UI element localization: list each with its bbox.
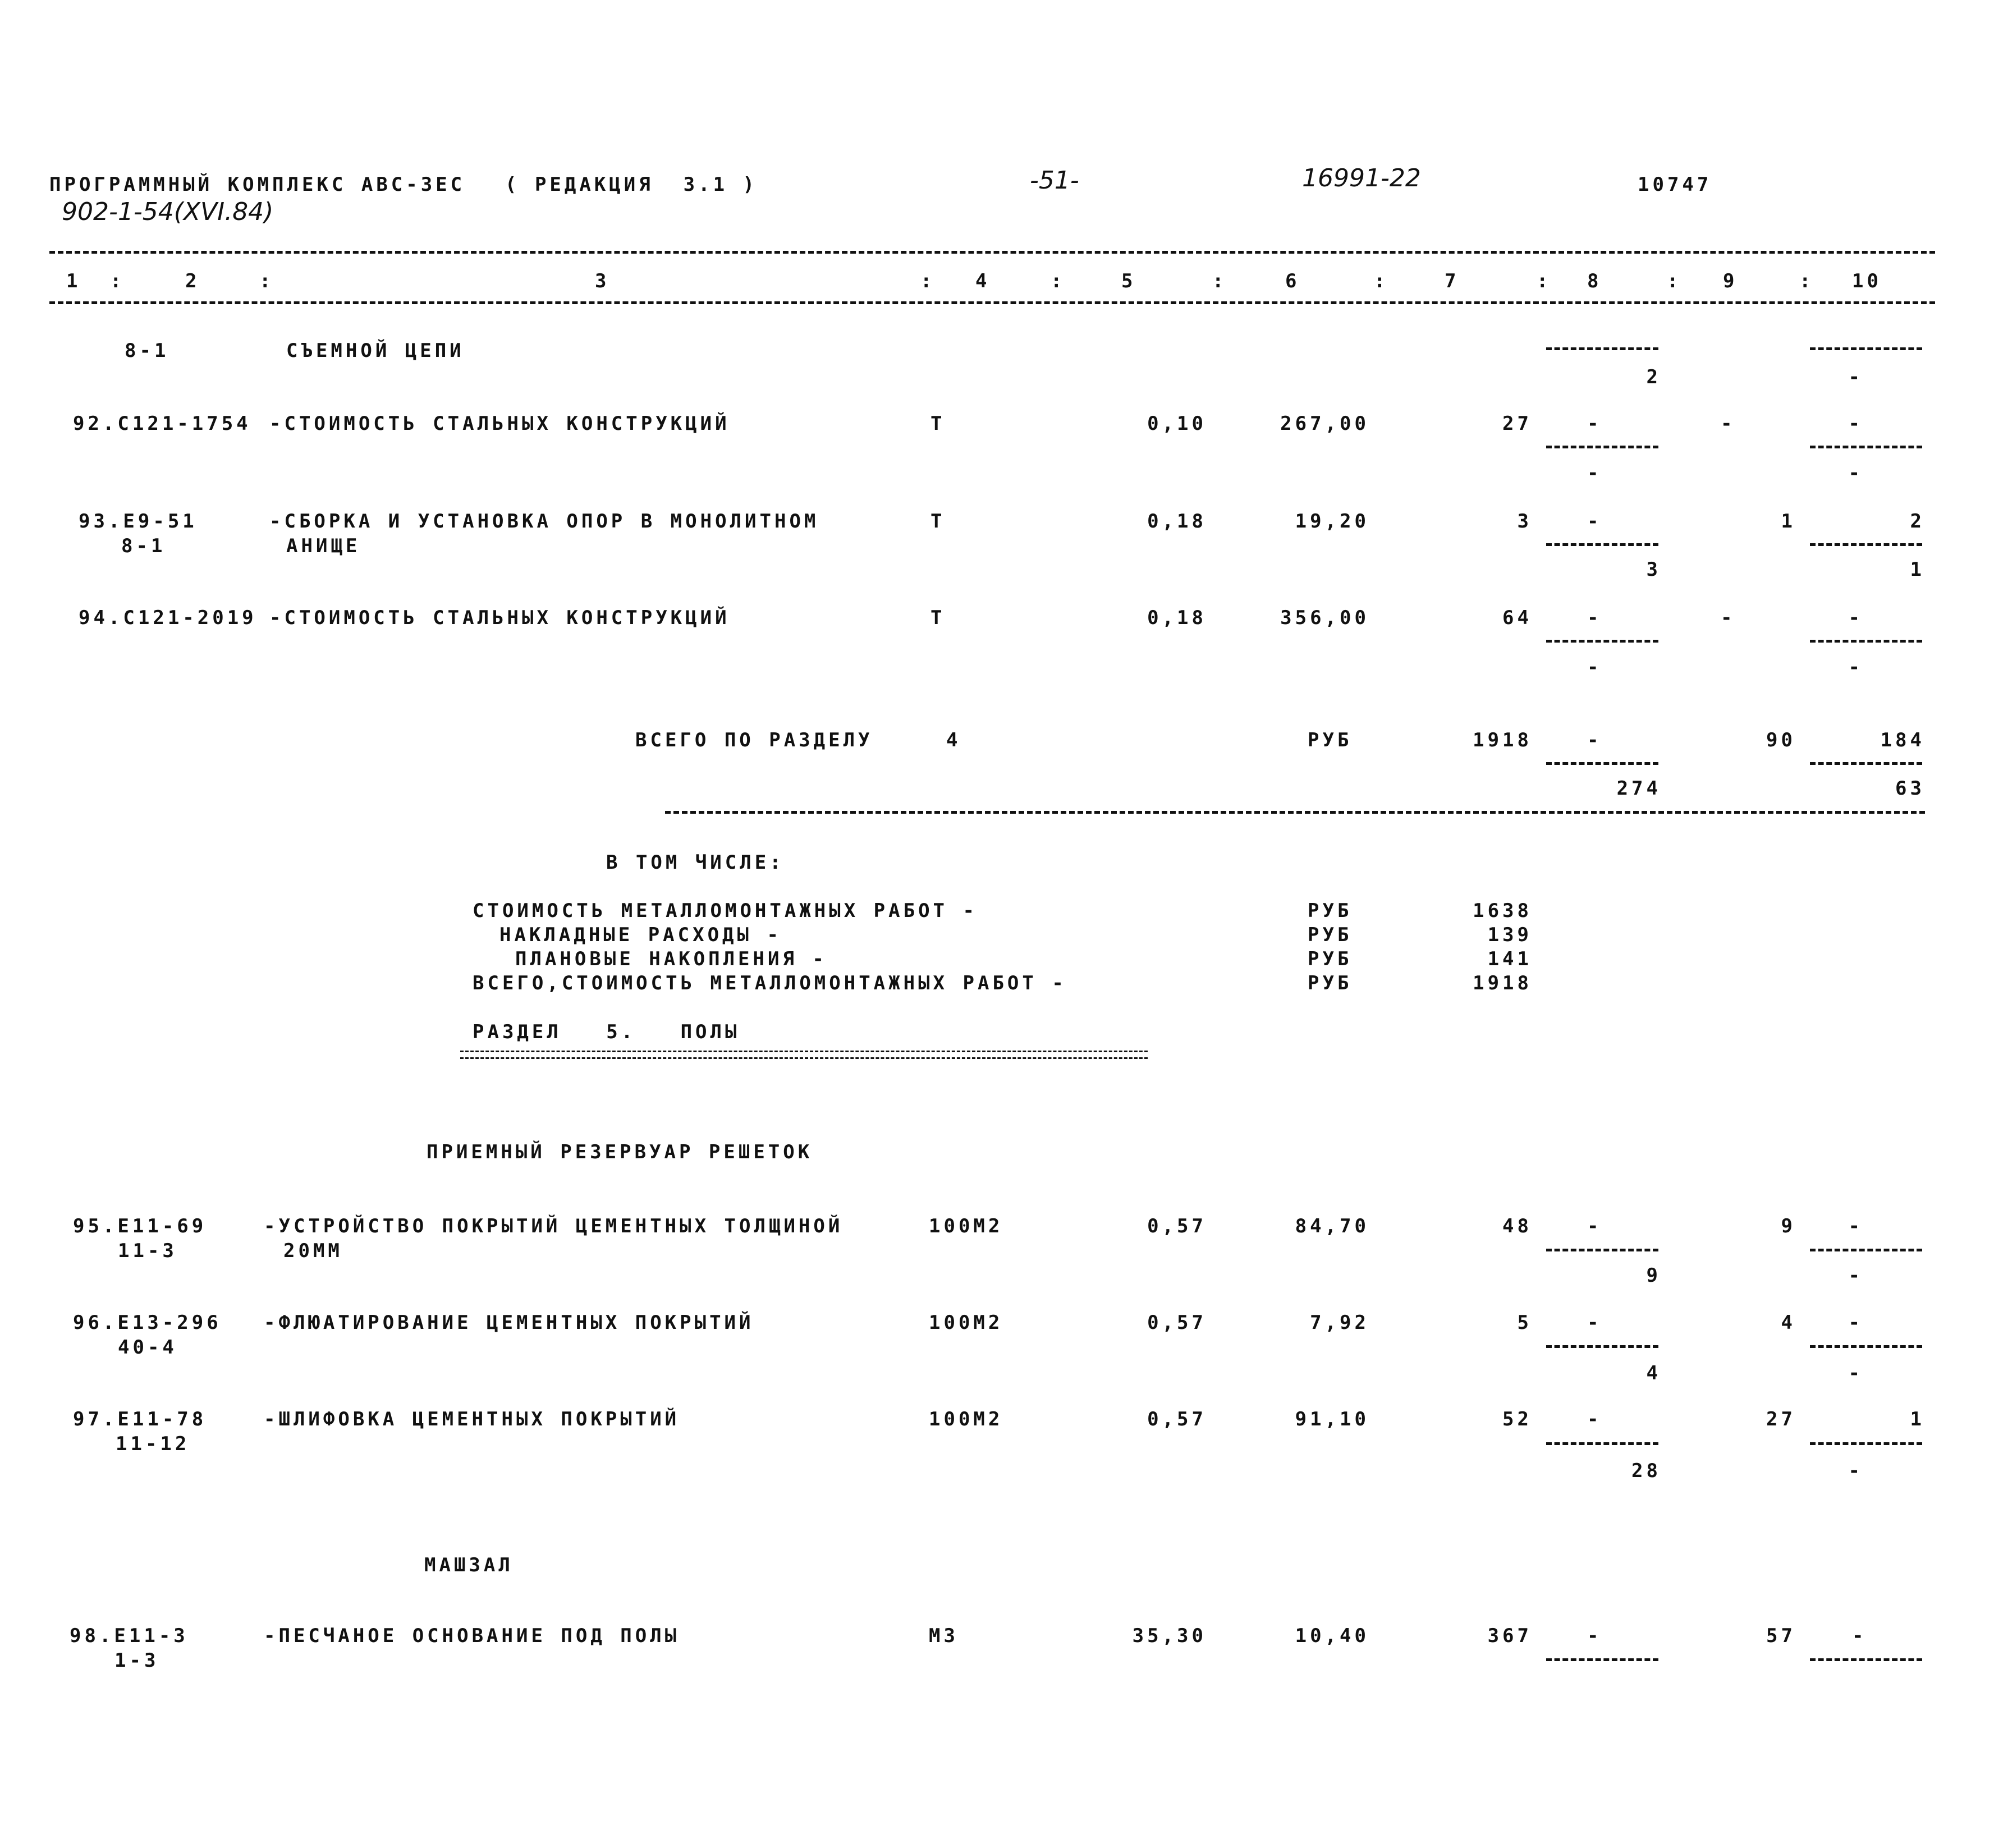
total-c10: 184 (1880, 729, 1925, 751)
col-9: 9 (1723, 270, 1738, 292)
col-sep: : (1537, 270, 1552, 292)
total-c9: 90 (1766, 729, 1796, 751)
c10-bottom: - (1848, 366, 1863, 388)
item-c10: 2 (1910, 510, 1925, 533)
item-total: 367 (1487, 1625, 1532, 1647)
fraction-line (1810, 762, 1922, 765)
item-total: 27 (1502, 412, 1532, 435)
item-c10: - (1852, 1625, 1867, 1647)
breakdown-value: 1638 (1473, 900, 1532, 922)
item-description: -СТОИМОСТЬ СТАЛЬНЫХ КОНСТРУКЦИЙ (269, 412, 730, 435)
header-rule-bottom (49, 301, 1935, 304)
item-description: -ФЛЮАТИРОВАНИЕ ЦЕМЕНТНЫХ ПОКРЫТИЙ (264, 1312, 754, 1334)
item-c9: 57 (1766, 1625, 1796, 1647)
fraction-line (1546, 1345, 1658, 1348)
breakdown-value: 139 (1487, 924, 1532, 946)
col-sep: : (1667, 270, 1682, 292)
item-unit: Т (930, 412, 946, 435)
breakdown-unit: РУБ (1308, 900, 1353, 922)
item-c9: 1 (1781, 510, 1796, 533)
item-c9: 9 (1781, 1215, 1796, 1237)
item-number: 97.Е11-78 (73, 1408, 207, 1430)
breakdown-value: 141 (1487, 948, 1532, 970)
breakdown-value: 1918 (1473, 972, 1532, 994)
item-price: 91,10 (1295, 1408, 1369, 1430)
item-c8-bottom: 28 (1631, 1460, 1661, 1482)
item-c10: 1 (1910, 1408, 1925, 1430)
item-c10-bottom: 1 (1910, 558, 1925, 581)
section-title: СЪЕМНОЙ ЦЕПИ (286, 340, 465, 362)
item-c9: 27 (1766, 1408, 1796, 1430)
total-label: ВСЕГО ПО РАЗДЕЛУ (635, 729, 873, 751)
item-number: 92.С121-1754 (73, 412, 251, 435)
breakdown-label: ВСЕГО,СТОИМОСТЬ МЕТАЛЛОМОНТАЖНЫХ РАБОТ - (473, 972, 1067, 994)
fraction-line (1810, 446, 1922, 448)
document-number: 10747 (1638, 173, 1712, 196)
item-total: 5 (1517, 1312, 1532, 1334)
item-quantity: 0,18 (1147, 607, 1207, 629)
col-sep: : (1212, 270, 1227, 292)
col-3: 3 (595, 270, 610, 292)
item-number: 95.Е11-69 (73, 1215, 207, 1237)
item-subcode: 8-1 (121, 535, 166, 557)
item-c10: - (1848, 412, 1863, 435)
item-total: 48 (1502, 1215, 1532, 1237)
breakdown-label: ПЛАНОВЫЕ НАКОПЛЕНИЯ - (515, 948, 827, 970)
col-sep: : (1374, 270, 1389, 292)
item-quantity: 35,30 (1132, 1625, 1207, 1647)
program-title: ПРОГРАММНЫЙ КОМПЛЕКС АВС-ЗЕС (49, 173, 466, 196)
item-c10: - (1848, 1312, 1863, 1334)
item-c10: - (1848, 1215, 1863, 1237)
fraction-line (1810, 543, 1922, 546)
breakdown-unit: РУБ (1308, 972, 1353, 994)
item-unit: 100М2 (929, 1312, 1003, 1334)
section-code: 8-1 (125, 340, 169, 362)
item-quantity: 0,10 (1147, 412, 1207, 435)
fraction-line (1810, 1249, 1922, 1251)
item-total: 52 (1502, 1408, 1532, 1430)
breakdown-unit: РУБ (1308, 924, 1353, 946)
item-price: 19,20 (1295, 510, 1369, 533)
item-description-line2: 20ММ (283, 1240, 343, 1262)
item-c10-bottom: - (1848, 462, 1863, 484)
col-8: 8 (1587, 270, 1602, 292)
col-4: 4 (975, 270, 991, 292)
item-description: -СБОРКА И УСТАНОВКА ОПОР В МОНОЛИТНОМ (269, 510, 819, 533)
item-number: 93.Е9-51 (79, 510, 198, 533)
total-c8-bottom: 274 (1616, 777, 1661, 800)
breakdown-unit: РУБ (1308, 948, 1353, 970)
section-double-underline (460, 1051, 1148, 1059)
item-c10-bottom: - (1848, 1460, 1863, 1482)
fraction-line (1810, 1658, 1922, 1661)
fraction-line (1546, 347, 1658, 350)
item-subcode: 40-4 (118, 1336, 177, 1359)
c8-bottom: 2 (1646, 366, 1661, 388)
item-c8-bottom: - (1587, 656, 1602, 678)
item-unit: Т (930, 607, 946, 629)
item-description: -СТОИМОСТЬ СТАЛЬНЫХ КОНСТРУКЦИЙ (269, 607, 730, 629)
item-c8: - (1587, 1312, 1602, 1334)
col-sep: : (259, 270, 274, 292)
item-c8: - (1587, 510, 1602, 533)
item-c10-bottom: - (1848, 1362, 1863, 1384)
item-c8-bottom: 4 (1646, 1362, 1661, 1384)
fraction-line (1810, 347, 1922, 350)
edition-label: ( РЕДАКЦИЯ 3.1 ) (505, 173, 758, 196)
item-c8: - (1587, 1408, 1602, 1430)
item-c9: - (1721, 607, 1736, 629)
breakdown-label: СТОИМОСТЬ МЕТАЛЛОМОНТАЖНЫХ РАБОТ - (473, 900, 978, 922)
col-7: 7 (1445, 270, 1460, 292)
col-sep: : (920, 270, 936, 292)
col-sep: : (110, 270, 125, 292)
item-c10-bottom: - (1848, 1264, 1863, 1287)
item-c8: - (1587, 1625, 1602, 1647)
item-c8: - (1587, 607, 1602, 629)
item-total: 3 (1517, 510, 1532, 533)
item-unit: Т (930, 510, 946, 533)
fraction-line (1546, 762, 1658, 765)
item-c9: 4 (1781, 1312, 1796, 1334)
page-number: -51- (1030, 166, 1079, 195)
item-description-line2: АНИЩЕ (286, 535, 361, 557)
col-5: 5 (1121, 270, 1136, 292)
header-rule-top (49, 251, 1935, 254)
total-c10-bottom: 63 (1895, 777, 1925, 800)
fraction-line (1546, 640, 1658, 643)
item-unit: 100М2 (929, 1215, 1003, 1237)
total-section-number: 4 (946, 729, 961, 751)
subsection-title: ПРИЕМНЫЙ РЕЗЕРВУАР РЕШЕТОК (427, 1141, 813, 1163)
item-price: 10,40 (1295, 1625, 1369, 1647)
fraction-line (1546, 446, 1658, 448)
col-2: 2 (185, 270, 200, 292)
item-c8: - (1587, 1215, 1602, 1237)
item-quantity: 0,57 (1147, 1408, 1207, 1430)
item-price: 7,92 (1310, 1312, 1369, 1334)
col-sep: : (1799, 270, 1814, 292)
fraction-line (1810, 640, 1922, 643)
item-description: -ШЛИФОВКА ЦЕМЕНТНЫХ ПОКРЫТИЙ (264, 1408, 680, 1430)
item-number: 96.Е13-296 (73, 1312, 222, 1334)
item-quantity: 0,18 (1147, 510, 1207, 533)
item-subcode: 11-12 (116, 1433, 190, 1455)
col-sep: : (1051, 270, 1066, 292)
fraction-line (1546, 543, 1658, 546)
breakdown-heading: В ТОМ ЧИСЛЕ: (606, 851, 785, 874)
item-c8-bottom: 9 (1646, 1264, 1661, 1287)
total-rule (665, 811, 1925, 814)
item-quantity: 0,57 (1147, 1215, 1207, 1237)
item-unit: 100М2 (929, 1408, 1003, 1430)
item-total: 64 (1502, 607, 1532, 629)
fraction-line (1546, 1442, 1658, 1445)
item-price: 267,00 (1280, 412, 1369, 435)
item-c8-bottom: - (1587, 462, 1602, 484)
item-c8: - (1587, 412, 1602, 435)
item-description: -УСТРОЙСТВО ПОКРЫТИЙ ЦЕМЕНТНЫХ ТОЛЩИНОЙ (264, 1215, 844, 1237)
item-subcode: 1-3 (114, 1649, 159, 1672)
section-heading: РАЗДЕЛ 5. ПОЛЫ (473, 1021, 740, 1043)
fraction-line (1546, 1249, 1658, 1251)
total-unit: РУБ (1308, 729, 1353, 751)
item-price: 84,70 (1295, 1215, 1369, 1237)
item-c8-bottom: 3 (1646, 558, 1661, 581)
item-c10: - (1848, 607, 1863, 629)
item-price: 356,00 (1280, 607, 1369, 629)
item-description: -ПЕСЧАНОЕ ОСНОВАНИЕ ПОД ПОЛЫ (264, 1625, 680, 1647)
subsection-title: МАШЗАЛ (424, 1554, 514, 1576)
item-number: 98.Е11-3 (70, 1625, 189, 1647)
col-10: 10 (1852, 270, 1882, 292)
fraction-line (1810, 1345, 1922, 1348)
item-number: 94.С121-2019 (79, 607, 257, 629)
fraction-line (1546, 1658, 1658, 1661)
item-unit: М3 (929, 1625, 959, 1647)
item-c9: - (1721, 412, 1736, 435)
project-code: 902-1-54(XVI.84) (62, 198, 274, 226)
document-code: 16991-22 (1302, 164, 1421, 192)
item-subcode: 11-3 (118, 1240, 177, 1262)
col-1: 1 (66, 270, 81, 292)
item-c10-bottom: - (1848, 656, 1863, 678)
total-c8: - (1587, 729, 1602, 751)
total-value: 1918 (1473, 729, 1532, 751)
item-quantity: 0,57 (1147, 1312, 1207, 1334)
fraction-line (1810, 1442, 1922, 1445)
breakdown-label: НАКЛАДНЫЕ РАСХОДЫ - (499, 924, 782, 946)
col-6: 6 (1285, 270, 1300, 292)
